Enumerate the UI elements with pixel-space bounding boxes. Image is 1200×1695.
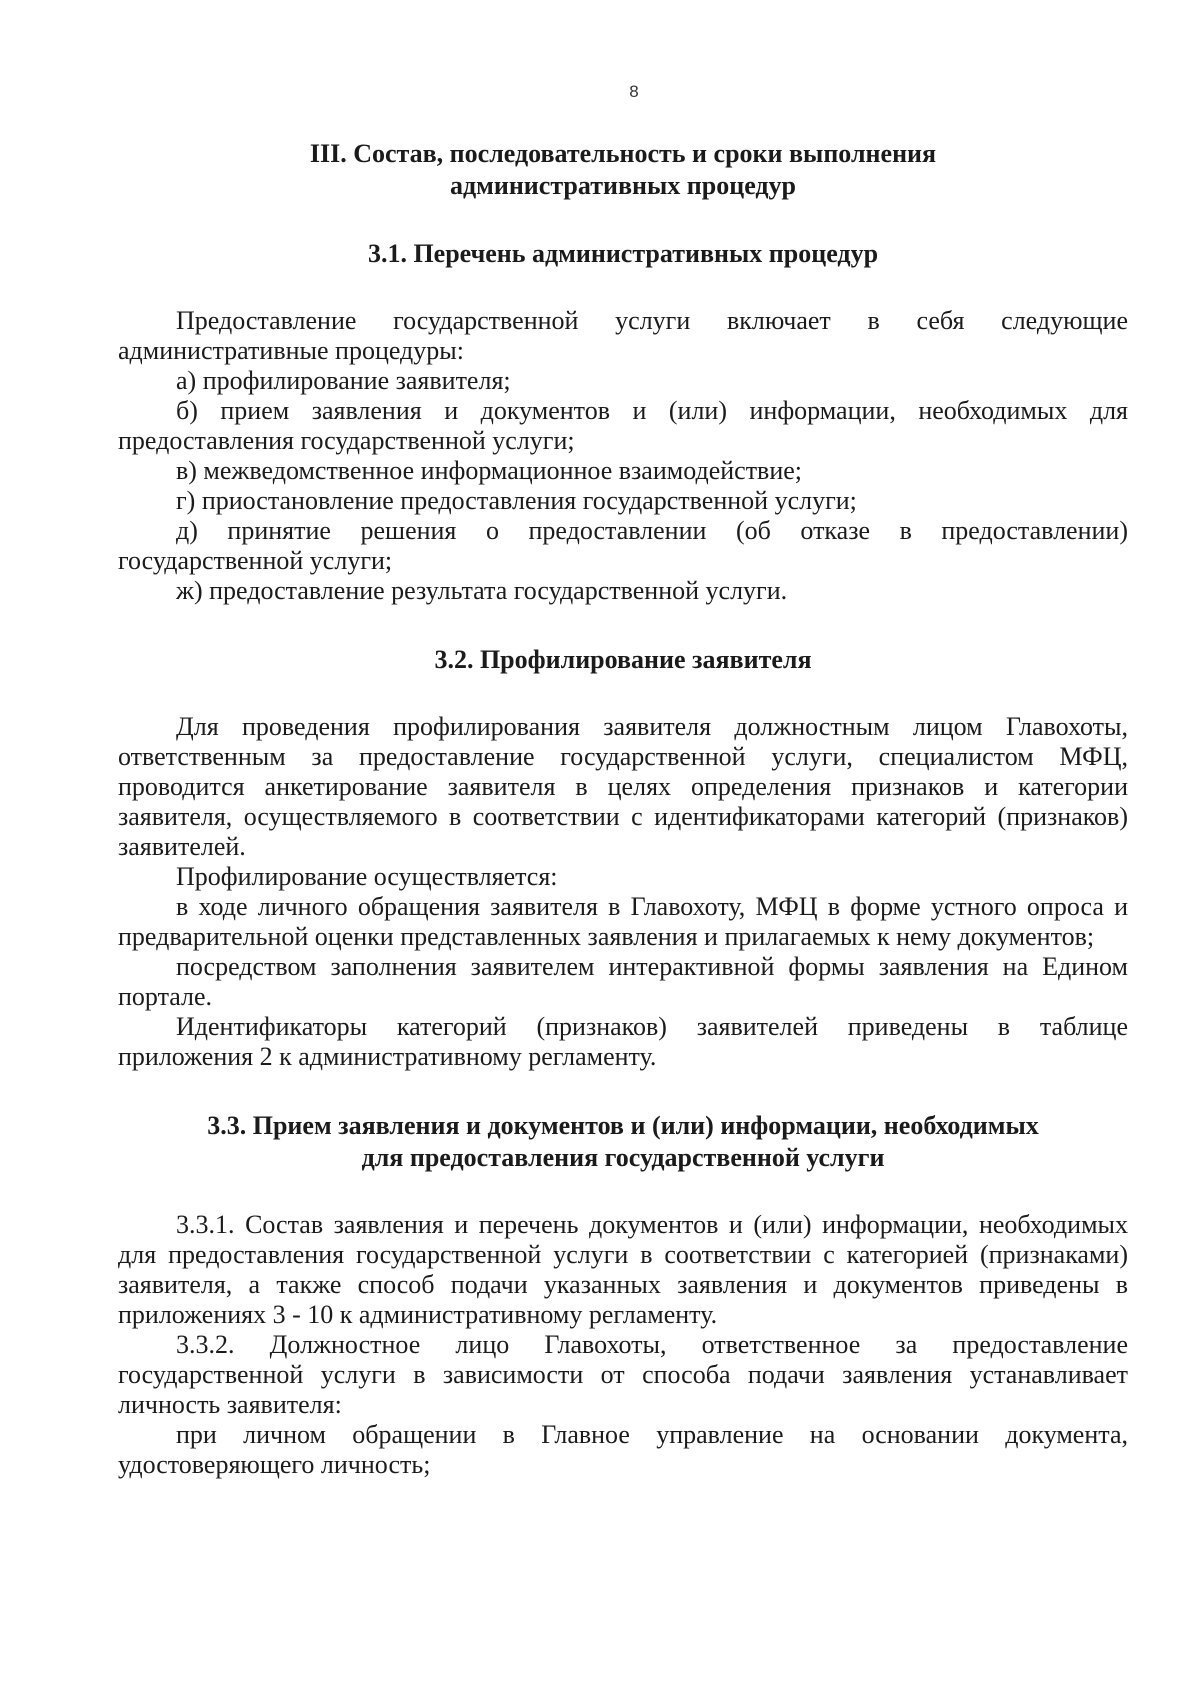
section-3-3-title-line-1: 3.3. Прием заявления и документов и (или) информации, необходимых — [207, 1111, 1039, 1140]
list-item-g: г) приостановление предоставления государственной услуги; — [176, 486, 857, 515]
document-body — [118, 138, 1128, 1480]
paragraph: Для проведения профилирования заявителя должностным лицом Главохоты, ответственным за предоставление государственной услуги, специалистом МФЦ, проводится анкетирование заявителя в целях определения признаков и категории заявителя, осуществляемого в соответствии с идентификаторами категорий (признаков) заявителей. — [118, 712, 1128, 861]
list-item-v: в) межведомственное информационное взаимодействие; — [176, 456, 803, 485]
paragraph: в ходе личного обращения заявителя в Главохоту, МФЦ в форме устного опроса и предварительной оценки представленных заявления и прилагаемых к нему документов; — [118, 892, 1128, 951]
list-item-zh: ж) предоставление результата государственной услуги. — [176, 576, 788, 605]
paragraph: 3.3.2. Должностное лицо Главохоты, ответственное за предоставление государственной услуги в зависимости от способа подачи заявления устанавливает личность заявителя: — [118, 1330, 1128, 1419]
section-3-2-title-line: 3.2. Профилирование заявителя — [434, 645, 812, 674]
paragraph: Профилирование осуществляется: — [176, 862, 558, 891]
page-number: 8 — [629, 82, 639, 101]
section-3-1-title — [118, 238, 1128, 270]
section-3-3-title — [118, 1110, 1128, 1174]
list-item-d: д) принятие решения о предоставлении (об отказе в предоставлении) государственной услуги; — [118, 516, 1128, 575]
list-item-b: б) прием заявления и документов и (или) информации, необходимых для предоставления государственной услуги; — [118, 396, 1128, 455]
section-3-1-title-line: 3.1. Перечень административных процедур — [367, 239, 879, 268]
section-3-2-title — [118, 644, 1128, 676]
paragraph: 3.3.1. Состав заявления и перечень документов и (или) информации, необходимых для предоставления государственной услуги в соответствии с категорией (признаками) заявителя, а также способ подачи указанных заявления и документов приведены в приложениях 3 - 10 к административному регламенту. — [118, 1210, 1128, 1329]
chapter-title-line-1: III. Состав, последовательность и сроки выполнения — [309, 139, 937, 168]
paragraph: Идентификаторы категорий (признаков) заявителей приведены в таблице приложения 2 к административному регламенту. — [118, 1012, 1128, 1071]
list-item-a: а) профилирование заявителя; — [176, 366, 511, 395]
chapter-title — [118, 138, 1128, 202]
paragraph: Предоставление государственной услуги включает в себя следующие административные процедуры: — [118, 306, 1128, 365]
section-3-3-title-line-2: для предоставления государственной услуги — [361, 1143, 885, 1172]
chapter-title-line-2: административных процедур — [449, 171, 797, 200]
paragraph: посредством заполнения заявителем интерактивной формы заявления на Едином портале. — [118, 952, 1128, 1011]
paragraph: при личном обращении в Главное управление на основании документа, удостоверяющего личность; — [118, 1420, 1128, 1479]
